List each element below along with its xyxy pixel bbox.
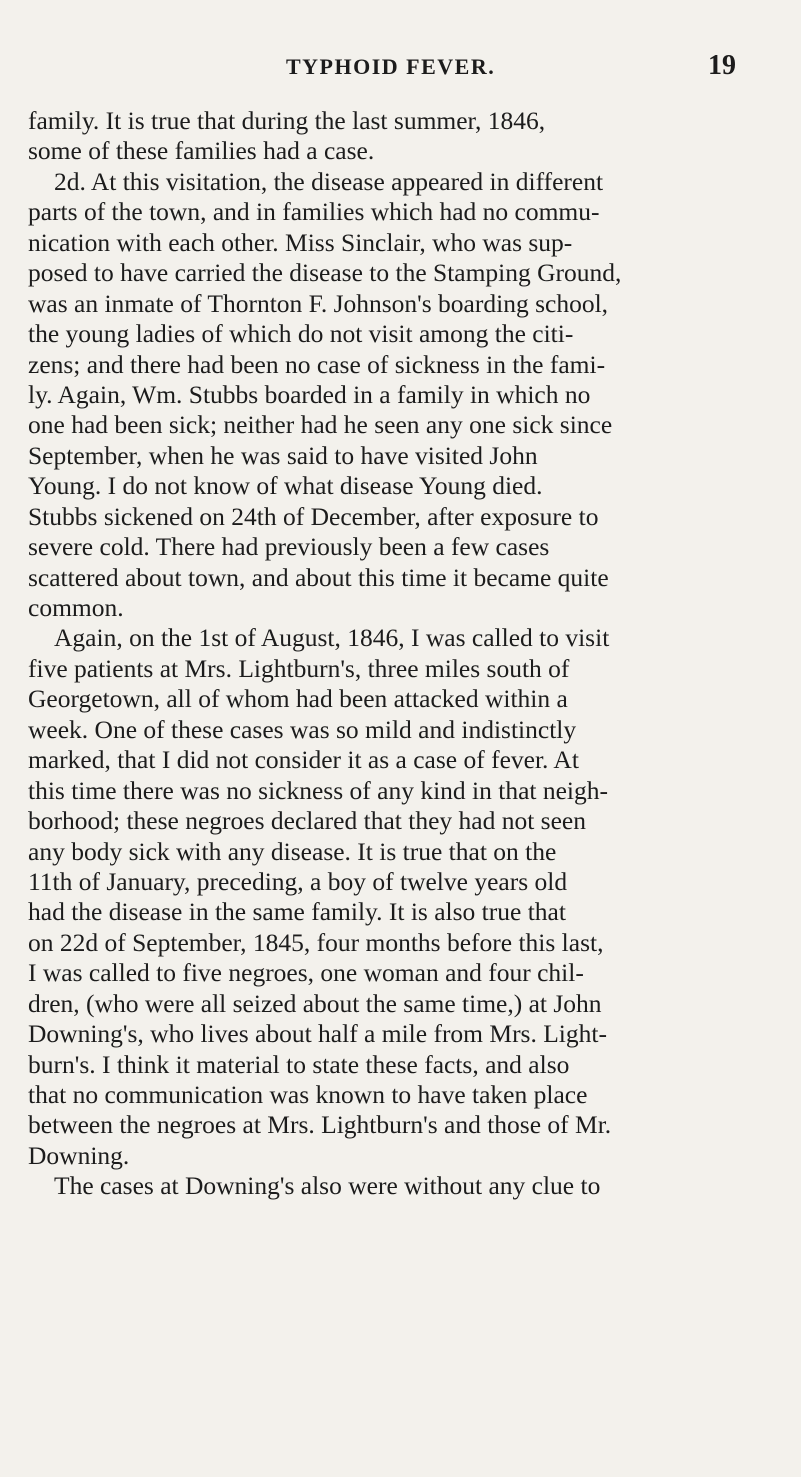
running-head: TYPHOID FEVER. (286, 54, 496, 79)
page-number: 19 (708, 50, 736, 81)
text-line: had the disease in the same family. It is also true that (28, 897, 566, 927)
text-line: Georgetown, all of whom had been attacked within a (28, 684, 568, 714)
text-line: dren, (who were all seized about the same time,) at John (28, 988, 602, 1018)
text-line: posed to have carried the disease to the Stamping Ground, (28, 258, 622, 288)
text-line: the young ladies of which do not visit among the citi- (28, 319, 574, 349)
text-line: burn's. I think it material to state these facts, and also (28, 1049, 570, 1079)
text-line: common. (28, 593, 124, 622)
text-line: some of these families had a case. (28, 136, 375, 166)
text-line: on 22d of September, 1845, four months before this last, (28, 927, 604, 957)
text-line: 2d. At this visitation, the disease appeared in different (54, 166, 604, 196)
text-line: week. One of these cases was so mild and indistinctly (28, 714, 577, 744)
body-text (28, 106, 768, 1202)
text-line: borhood; these negroes declared that they had not seen (28, 806, 586, 836)
text-line: scattered about town, and about this time it became quite (28, 562, 609, 592)
text-line: that no communication was known to have taken place (28, 1080, 588, 1109)
text-line: The cases at Downing's also were without any clue to (54, 1171, 601, 1201)
text-line: this time there was no sickness of any kind in that neigh- (28, 775, 609, 805)
text-line: between the negroes at Mrs. Lightburn's and those of Mr. (28, 1110, 612, 1140)
text-line: severe cold. There had previously been a few cases (28, 532, 550, 562)
text-line: Stubbs sickened on 24th of December, after exposure to (28, 501, 599, 531)
text-line: zens; and there had been no case of sickness in the fami- (28, 349, 606, 379)
text-line: Again, on the 1st of August, 1846, I was called to visit (54, 623, 610, 653)
text-line: Downing. (28, 1140, 130, 1170)
text-line: I was called to five negroes, one woman and four chil- (28, 958, 584, 988)
text-line: five patients at Mrs. Lightburn's, three miles south of (28, 653, 570, 683)
text-line: Young. I do not know of what disease Young died. (28, 471, 543, 501)
page-header (0, 50, 801, 90)
text-line: 11th of January, preceding, a boy of twelve years old (28, 866, 568, 896)
text-line: ly. Again, Wm. Stubbs boarded in a family in which no (28, 379, 591, 409)
text-line: Downing's, who lives about half a mile from Mrs. Light- (28, 1019, 607, 1049)
text-line: parts of the town, and in families which had no commu- (28, 197, 600, 227)
text-line: was an inmate of Thornton F. Johnson's boarding school, (28, 288, 609, 318)
text-line: nication with each other. Miss Sinclair, who was sup- (28, 227, 573, 257)
text-line: marked, that I did not consider it as a case of fever. At (28, 745, 579, 775)
text-line: family. It is true that during the last summer, 1846, (28, 106, 546, 135)
text-line: any body sick with any disease. It is true that on the (28, 836, 557, 866)
text-line: September, when he was said to have visited John (28, 440, 538, 470)
text-line: one had been sick; neither had he seen any one sick since (28, 410, 613, 440)
